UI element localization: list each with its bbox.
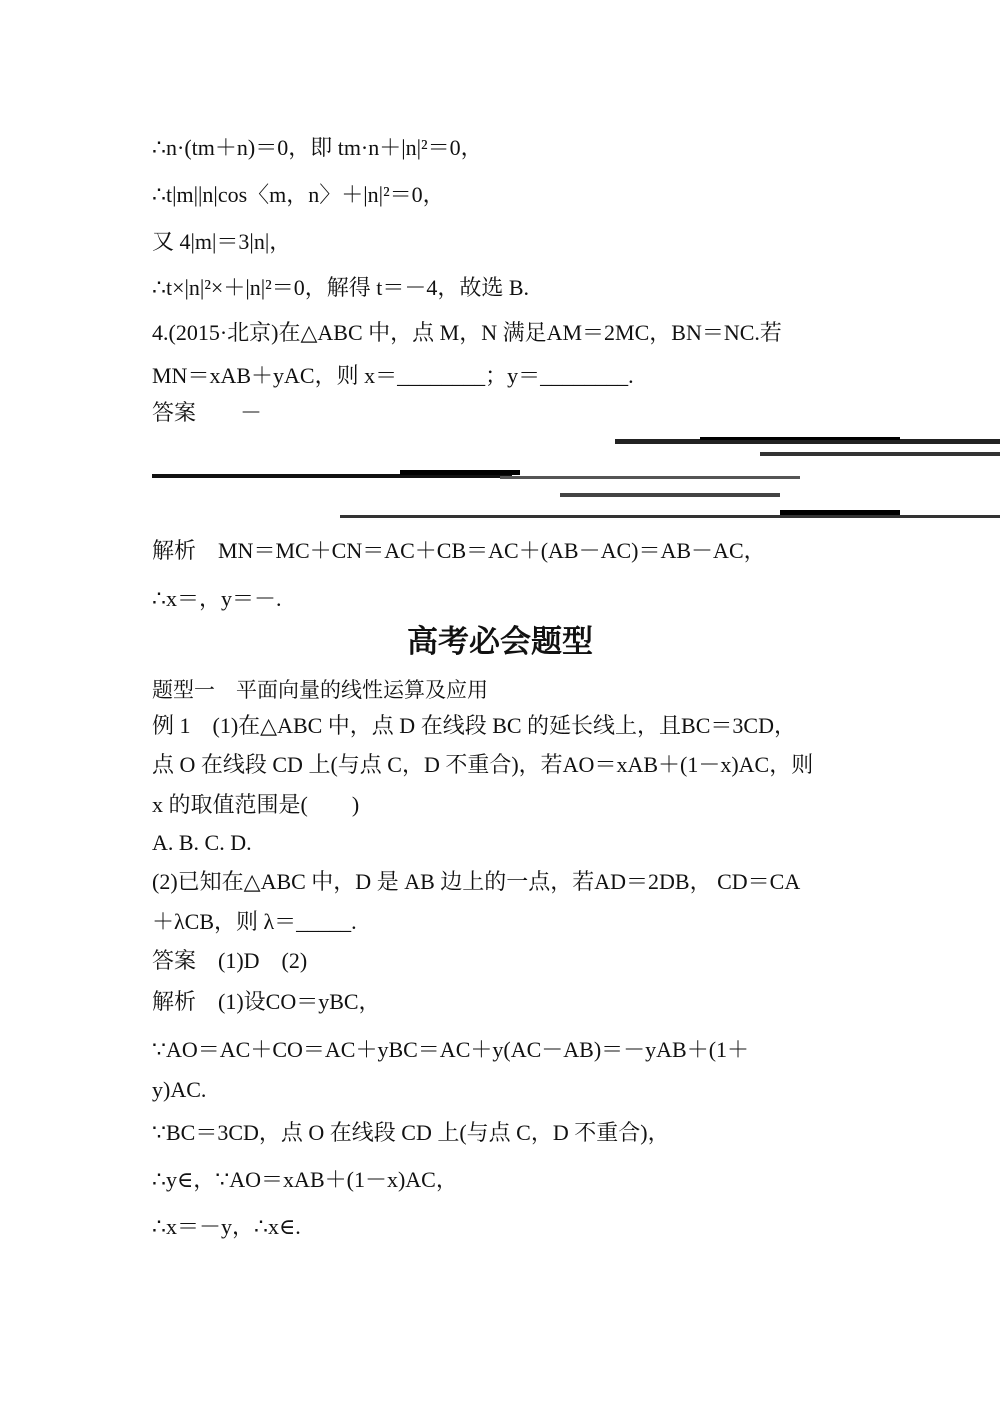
question-4-line-1: 4.(2015·北京)在△ABC 中，点 M，N 满足AM＝2MC，BN＝NC.若 [152,320,782,345]
example-1-solution-5: ∴y∈，∵AO＝xAB＋(1－x)AC， [152,1167,458,1192]
example-1-part-2-line-2: ＋λCB，则 λ＝_____. [152,909,357,934]
question-4-answer: 答案 － [152,400,263,425]
question-4-solution-1: 解析 MN＝MC＋CN＝AC＋CB＝AC＋(AB－AC)＝AB－AC， [152,538,766,563]
example-1-solution-3: y)AC. [152,1077,207,1102]
solution-line-2: ∴t|m||n|cos〈m，n〉＋|n|²＝0， [152,182,445,207]
scan-artifact [0,430,1000,525]
example-1-part-2-line-1: (2)已知在△ABC 中，D 是 AB 边上的一点，若AD＝2DB， CD＝CA [152,869,801,894]
example-1-solution-4: ∵BC＝3CD，点 O 在线段 CD 上(与点 C，D 不重合)， [152,1120,670,1145]
question-4-solution-2: ∴x＝，y＝－. [152,586,282,611]
example-1-line-2: 点 O 在线段 CD 上(与点 C，D 不重合)，若AO＝xAB＋(1－x)AC，则 [152,752,814,777]
section-heading: 高考必会题型 [407,624,593,660]
example-1-line-1: 例 1 (1)在△ABC 中，点 D 在线段 BC 的延长线上，且BC＝3CD， [152,713,796,738]
example-1-answer: 答案 (1)D (2) [152,948,308,973]
example-1-solution-2: ∵AO＝AC＋CO＝AC＋yBC＝AC＋y(AC－AB)＝－yAB＋(1＋ [152,1037,750,1062]
solution-line-3: 又 4|m|＝3|n|， [152,229,292,254]
solution-line-1: ∴n·(tm＋n)＝0，即 tm·n＋|n|²＝0， [152,135,483,160]
example-1-line-3: x 的取值范围是( ) [152,792,360,817]
solution-line-4: ∴t×|n|²×＋|n|²＝0，解得 t＝－4，故选 B. [152,275,530,300]
question-4-line-2: MN＝xAB＋yAC，则 x＝________；y＝________. [152,363,634,388]
example-1-options: A. B. C. D. [152,830,252,855]
topic-title: 题型一 平面向量的线性运算及应用 [152,678,488,702]
example-1-solution-1: 解析 (1)设CO＝yBC， [152,989,381,1014]
example-1-solution-6: ∴x＝－y，∴x∈. [152,1214,301,1239]
